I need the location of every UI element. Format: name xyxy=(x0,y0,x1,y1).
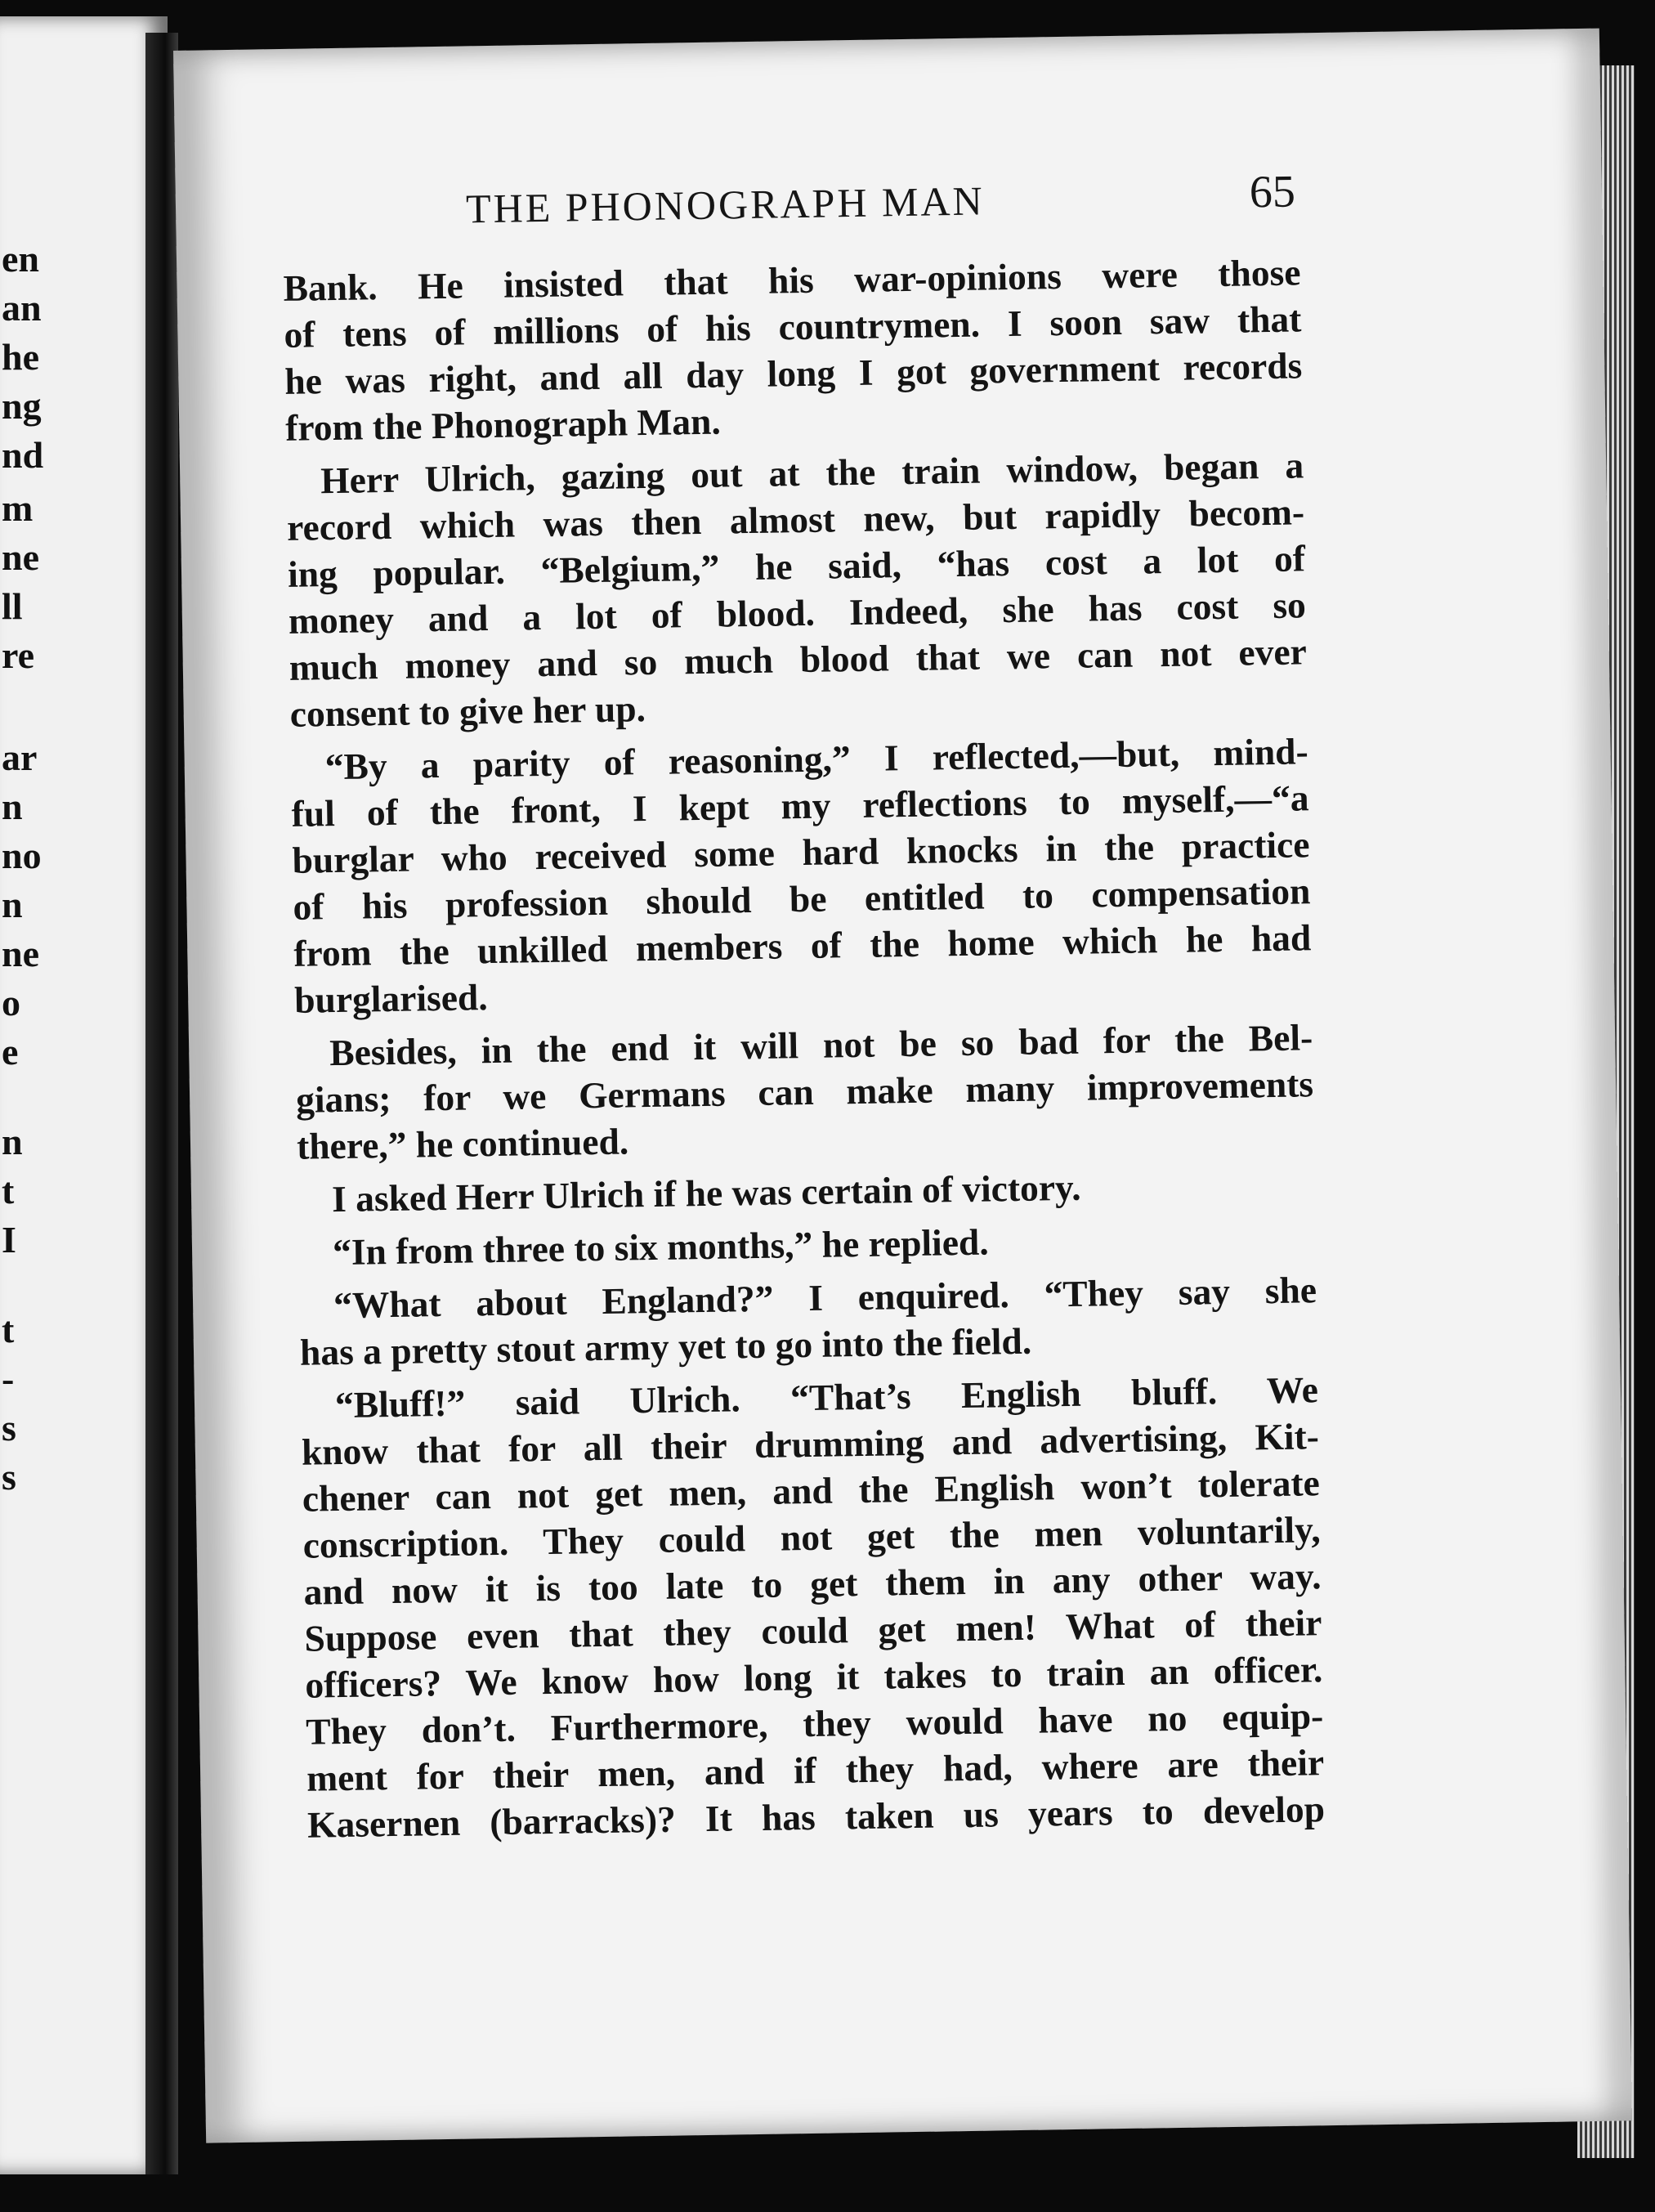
text-line: has a pretty stout army yet to go into the field. xyxy=(299,1319,1032,1373)
book-gutter xyxy=(145,33,178,2174)
left-page-fragment: ll xyxy=(2,585,23,627)
left-page-fragment: t xyxy=(2,1170,15,1211)
text-line: “Bluff!” said Ulrich. “That’s English bluff. We xyxy=(334,1368,1319,1426)
text-line: ing popular. “Belgium,” he said, “has cost a lot of xyxy=(287,537,1306,595)
left-page-fragment: m xyxy=(2,487,34,529)
text-line: ful of the front, I kept my reflections to myself,—“a xyxy=(291,777,1309,835)
left-page-fragment: I xyxy=(2,1219,16,1260)
text-line: chener can not get men, and the English won’t tolerate xyxy=(302,1462,1321,1520)
left-page-text-fragments xyxy=(0,16,49,2174)
left-page-fragment: ne xyxy=(2,536,39,578)
text-line: he was right, and all day long I got government records xyxy=(284,344,1303,402)
text-line: gians; for we Germans can make many improvements xyxy=(295,1063,1314,1121)
left-page-fragment: n xyxy=(2,1121,23,1162)
text-line: record which was then almost new, but rapidly becom- xyxy=(286,490,1305,549)
text-line: Kasernen (barracks)? It has taken us years to develop xyxy=(306,1788,1326,1846)
left-page-fragment: e xyxy=(2,1031,19,1072)
text-line: ment for their men, and if they had, where are their xyxy=(306,1741,1325,1799)
text-line: from the Phonograph Man. xyxy=(284,400,722,449)
text-line: They don’t. Furthermore, they would have no equip- xyxy=(305,1695,1324,1753)
left-page-fragment: en xyxy=(2,238,39,280)
left-page-fragment: t xyxy=(2,1309,15,1350)
text-line: know that for all their drumming and advertising, Kit- xyxy=(301,1415,1320,1473)
text-line: officers? We know how long it takes to train an officer. xyxy=(305,1648,1323,1706)
text-line: consent to give her up. xyxy=(289,687,646,735)
left-page-fragment: s xyxy=(2,1407,16,1449)
running-head: THE PHONOGRAPH MAN xyxy=(465,177,986,232)
left-page-fragment: n xyxy=(2,884,23,925)
left-page-fragment: he xyxy=(2,336,39,378)
page-number: 65 xyxy=(1249,166,1296,218)
left-facing-page xyxy=(0,16,168,2174)
text-line: of his profession should be entitled to compensation xyxy=(293,870,1311,928)
left-page-fragment: s xyxy=(2,1456,16,1498)
left-page-fragment: ng xyxy=(2,385,42,427)
text-line: much money and so much blood that we can not ever xyxy=(289,630,1308,688)
left-page-fragment: nd xyxy=(2,434,44,476)
right-page xyxy=(173,29,1632,2143)
body-text xyxy=(283,249,1325,1847)
left-page-fragment: n xyxy=(2,786,23,827)
text-line: “By a parity of reasoning,” I reflected,—but, mind- xyxy=(324,730,1309,788)
left-page-fragment: re xyxy=(2,634,35,676)
left-page-fragment: no xyxy=(2,835,42,876)
text-line: burglarised. xyxy=(293,976,489,1021)
text-line: Bank. He insisted that his war-opinions were those xyxy=(283,251,1301,309)
text-line: Suppose even that they could get men! What of their xyxy=(304,1601,1322,1659)
text-line: I asked Herr Ulrich if he was certain of victory. xyxy=(331,1166,1081,1220)
text-line: Herr Ulrich, gazing out at the train window, began a xyxy=(320,444,1304,502)
text-line: of tens of millions of his countrymen. I soon saw that xyxy=(284,298,1302,356)
left-page-fragment: ne xyxy=(2,933,39,974)
text-line: conscription. They could not get the men voluntarily, xyxy=(302,1508,1321,1566)
text-line: and now it is too late to get them in any other way. xyxy=(303,1555,1322,1613)
text-line: “What about England?” I enquired. “They say she xyxy=(333,1269,1317,1327)
left-page-fragment: ar xyxy=(2,737,38,778)
text-line: money and a lot of blood. Indeed, she has cost so xyxy=(288,584,1307,642)
left-page-fragment: o xyxy=(2,982,20,1023)
left-page-fragment: - xyxy=(2,1358,15,1399)
text-line: there,” he continued. xyxy=(296,1120,629,1167)
left-page-fragment: an xyxy=(2,287,42,329)
text-line: burglar who received some hard knocks in the practice xyxy=(292,823,1310,881)
text-line: from the unkilled members of the home which he had xyxy=(293,916,1312,974)
text-line: “In from three to six months,” he replied. xyxy=(332,1220,989,1274)
text-line: Besides, in the end it will not be so bad for the Bel- xyxy=(329,1016,1313,1074)
